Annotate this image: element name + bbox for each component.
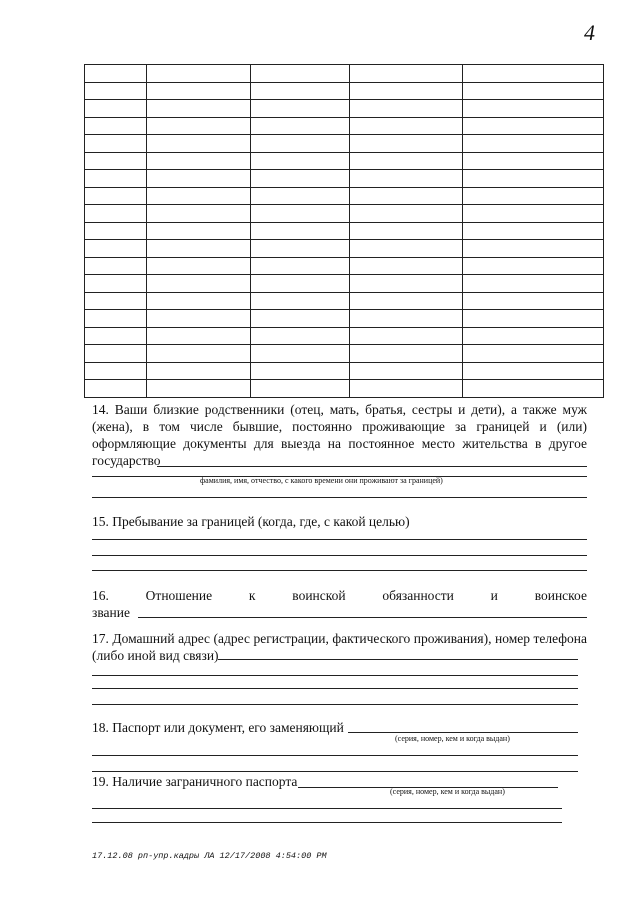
table-cell[interactable] (350, 135, 463, 153)
q14-caption: фамилия, имя, отчество, с какого времени они проживают за границей) (200, 476, 443, 485)
q19-answer-line[interactable] (92, 808, 562, 809)
table-cell[interactable] (463, 100, 604, 118)
table-cell[interactable] (350, 292, 463, 310)
table-cell[interactable] (350, 117, 463, 135)
table-cell[interactable] (85, 362, 147, 380)
table-cell[interactable] (350, 222, 463, 240)
q17-answer-line[interactable] (92, 688, 578, 689)
table-cell[interactable] (85, 187, 147, 205)
table-row (85, 240, 604, 258)
table-cell[interactable] (146, 310, 250, 328)
table-row (85, 257, 604, 275)
q16-word: 16. (92, 588, 109, 603)
table-row (85, 82, 604, 100)
table-cell[interactable] (350, 380, 463, 398)
table-cell[interactable] (250, 257, 350, 275)
table-cell[interactable] (463, 380, 604, 398)
q16-word: обязанности (382, 588, 454, 603)
q14-line4: государство (92, 453, 161, 468)
table-cell[interactable] (146, 65, 250, 83)
table-cell[interactable] (350, 327, 463, 345)
table-cell[interactable] (146, 222, 250, 240)
table-cell[interactable] (146, 275, 250, 293)
table-cell[interactable] (463, 327, 604, 345)
table-cell[interactable] (250, 135, 350, 153)
table-cell[interactable] (463, 292, 604, 310)
table-cell[interactable] (463, 345, 604, 363)
q15-label: 15. Пребывание за границей (когда, где, с какой целью) (92, 514, 410, 529)
table-cell[interactable] (146, 327, 250, 345)
table-cell[interactable] (146, 345, 250, 363)
table-cell[interactable] (146, 292, 250, 310)
table-cell[interactable] (250, 380, 350, 398)
q16-word: воинское (534, 588, 587, 603)
table-row (85, 345, 604, 363)
table-cell[interactable] (85, 222, 147, 240)
table-cell[interactable] (350, 240, 463, 258)
table-cell[interactable] (85, 65, 147, 83)
blank-table (84, 64, 604, 398)
table-cell[interactable] (146, 152, 250, 170)
table-cell[interactable] (85, 135, 147, 153)
table-cell[interactable] (146, 100, 250, 118)
q15-answer-line[interactable] (92, 539, 587, 540)
footer-stamp: 17.12.08 рп-упр.кадры ЛА 12/17/2008 4:54:00 PM (92, 851, 327, 861)
q18-label: 18. Паспорт или документ, его заменяющий (92, 720, 344, 735)
table-cell[interactable] (350, 82, 463, 100)
q17-answer-line[interactable] (92, 675, 578, 676)
q16-word: воинской (292, 588, 346, 603)
table-row (85, 310, 604, 328)
table-cell[interactable] (146, 362, 250, 380)
question-14 (92, 401, 587, 469)
table-cell[interactable] (250, 152, 350, 170)
table-cell[interactable] (85, 380, 147, 398)
q16-word: и (490, 588, 498, 603)
table-cell[interactable] (85, 152, 147, 170)
table-cell[interactable] (85, 275, 147, 293)
table-cell[interactable] (350, 205, 463, 223)
table-cell[interactable] (463, 310, 604, 328)
q16-word: Отношение (145, 588, 213, 603)
q19-label: 19. Наличие заграничного паспорта (92, 774, 298, 789)
table-cell[interactable] (463, 117, 604, 135)
q19-caption: (серия, номер, кем и когда выдан) (390, 787, 505, 796)
q14-line1: 14. Ваши близкие родственники (отец, мать, братья, сестры и дети), а также муж (92, 402, 587, 417)
table-cell[interactable] (250, 205, 350, 223)
q17-answer-line[interactable] (218, 659, 578, 660)
table-cell[interactable] (463, 257, 604, 275)
q15-answer-line[interactable] (92, 555, 587, 556)
table-cell[interactable] (250, 65, 350, 83)
table-cell[interactable] (85, 292, 147, 310)
table-cell[interactable] (350, 100, 463, 118)
q18-answer-line[interactable] (92, 771, 578, 772)
table-row (85, 222, 604, 240)
table-cell[interactable] (146, 135, 250, 153)
table-cell[interactable] (146, 170, 250, 188)
table-cell[interactable] (250, 187, 350, 205)
table-cell[interactable] (146, 380, 250, 398)
table-row (85, 362, 604, 380)
q18-answer-line[interactable] (92, 755, 578, 756)
table-row (85, 65, 604, 83)
table-cell[interactable] (463, 362, 604, 380)
table-row (85, 380, 604, 398)
table-cell[interactable] (250, 327, 350, 345)
q17-line1: 17. Домашний адрес (адрес регистрации, фактического проживания), номер телефона (92, 631, 587, 646)
q19-answer-line[interactable] (92, 822, 562, 823)
q17-line2: (либо иной вид связи) (92, 648, 219, 663)
table-row (85, 152, 604, 170)
q16-answer-line[interactable] (138, 617, 587, 618)
q16-word: к (248, 588, 256, 603)
table-cell[interactable] (463, 222, 604, 240)
table-cell[interactable] (250, 117, 350, 135)
table-cell[interactable] (146, 240, 250, 258)
table-cell[interactable] (250, 82, 350, 100)
table-cell[interactable] (85, 117, 147, 135)
table-cell[interactable] (350, 187, 463, 205)
table-cell[interactable] (350, 65, 463, 83)
table-cell[interactable] (85, 345, 147, 363)
table-cell[interactable] (146, 205, 250, 223)
table-cell[interactable] (250, 310, 350, 328)
table-row (85, 170, 604, 188)
table-cell[interactable] (350, 310, 463, 328)
table-cell[interactable] (463, 135, 604, 153)
q16-line2: звание (92, 605, 130, 620)
table-cell[interactable] (250, 362, 350, 380)
table-cell[interactable] (250, 275, 350, 293)
table-cell[interactable] (350, 170, 463, 188)
table-cell[interactable] (463, 205, 604, 223)
table-cell[interactable] (463, 187, 604, 205)
table-row (85, 205, 604, 223)
table-row (85, 275, 604, 293)
table-row (85, 187, 604, 205)
table-cell[interactable] (250, 240, 350, 258)
page-number: 4 (584, 20, 595, 45)
table-row (85, 135, 604, 153)
table-cell[interactable] (350, 152, 463, 170)
table-row (85, 100, 604, 118)
table-cell[interactable] (250, 170, 350, 188)
table-cell[interactable] (146, 257, 250, 275)
table-cell[interactable] (85, 240, 147, 258)
table-cell[interactable] (250, 345, 350, 363)
q15-answer-line[interactable] (92, 570, 587, 571)
table-cell[interactable] (250, 222, 350, 240)
table-cell[interactable] (250, 100, 350, 118)
table-cell[interactable] (463, 65, 604, 83)
table-cell[interactable] (250, 292, 350, 310)
q14-line3: оформляющие документы для выезда на постоянное место жительства в другое (92, 436, 587, 451)
table-cell[interactable] (146, 82, 250, 100)
q17-answer-line[interactable] (92, 704, 578, 705)
table-cell[interactable] (85, 310, 147, 328)
table-cell[interactable] (350, 257, 463, 275)
table-cell[interactable] (463, 152, 604, 170)
table-cell[interactable] (146, 117, 250, 135)
table-cell[interactable] (85, 327, 147, 345)
table-cell[interactable] (350, 275, 463, 293)
q14-line2: (жена), в том числе бывшие, постоянно проживающие за границей и (или) (92, 419, 587, 434)
table-cell[interactable] (85, 205, 147, 223)
table-cell[interactable] (146, 187, 250, 205)
table-cell[interactable] (463, 170, 604, 188)
table-row (85, 117, 604, 135)
q18-caption: (серия, номер, кем и когда выдан) (395, 734, 510, 743)
table-cell[interactable] (85, 82, 147, 100)
q16-line1 (92, 587, 587, 604)
table-cell[interactable] (85, 257, 147, 275)
table-cell[interactable] (85, 170, 147, 188)
q14-answer-line[interactable] (92, 497, 587, 498)
table-cell[interactable] (350, 345, 463, 363)
table-row (85, 292, 604, 310)
q18-answer-line[interactable] (348, 732, 578, 733)
table-cell[interactable] (463, 275, 604, 293)
q14-answer-line[interactable] (157, 466, 587, 467)
table-cell[interactable] (350, 362, 463, 380)
table-cell[interactable] (85, 100, 147, 118)
table-cell[interactable] (463, 240, 604, 258)
table-cell[interactable] (463, 82, 604, 100)
table-row (85, 327, 604, 345)
